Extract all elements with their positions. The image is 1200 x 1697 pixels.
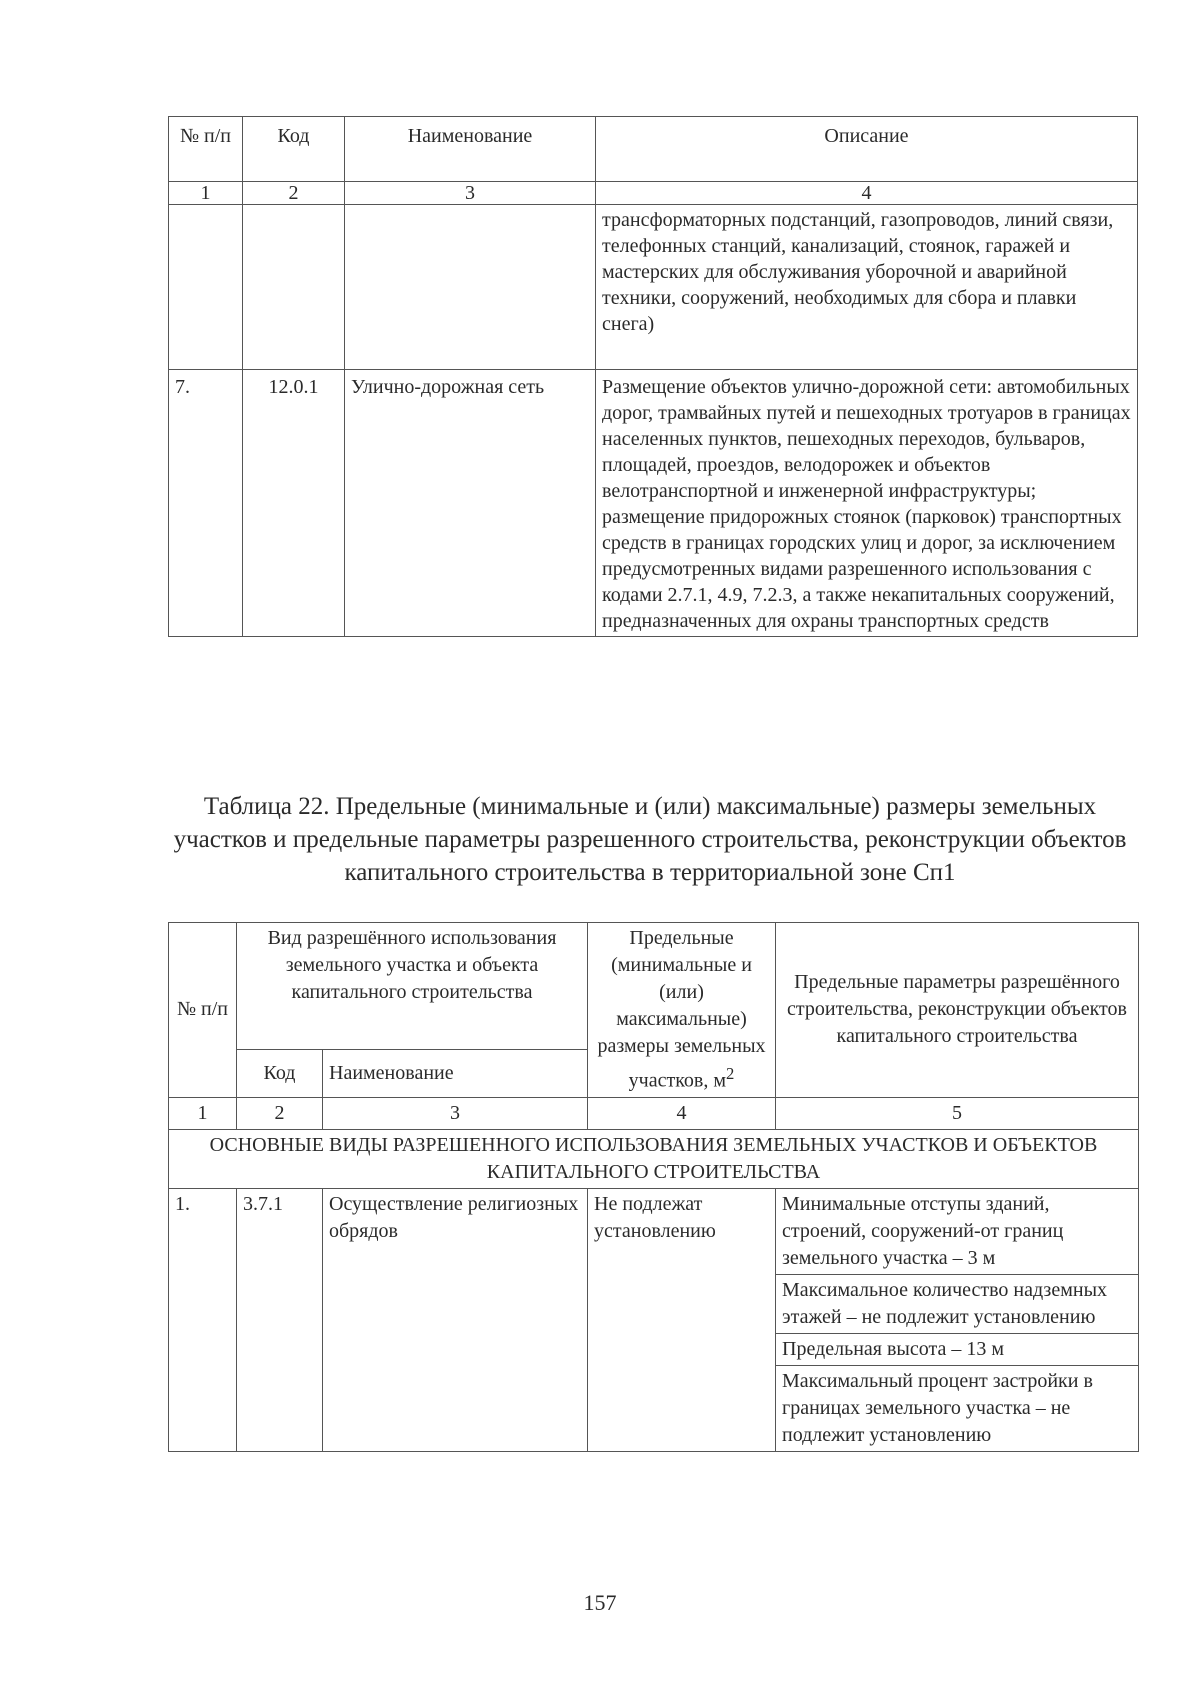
table2-colnum-5: 5 xyxy=(776,1097,1139,1129)
table2-header-plot-sizes-text: Предельные (минимальные и (или) максимальные) размеры земельных участков, м xyxy=(597,927,766,1092)
table2-row1-num: 1. xyxy=(169,1188,237,1451)
page-number: 157 xyxy=(583,1590,617,1615)
table2-header-plot-sizes xyxy=(588,923,776,1098)
table1-colnum-1: 1 xyxy=(169,182,243,205)
table2-row1-size: Не подлежат установлению xyxy=(588,1188,776,1451)
table2-header-row-1 xyxy=(169,923,1139,1050)
table1-cont-code xyxy=(243,205,345,370)
table1-column-numbers-row xyxy=(169,182,1138,205)
table2-row1-param-setbacks: Минимальные отступы зданий, строений, сооружений-от границ земельного участка – 3 м xyxy=(776,1188,1139,1274)
table1-header-row xyxy=(169,117,1138,182)
table22-caption: Таблица 22. Предельные (минимальные и (или) максимальные) размеры земельных участков и предельные параметры разрешенного строительства, реконструкции объектов капитального строительства в территориальной зоне Сп1 xyxy=(173,793,1127,886)
table2-colnum-2: 2 xyxy=(237,1097,323,1129)
table1-header-name: Наименование xyxy=(345,117,596,182)
table2-colnum-4: 4 xyxy=(588,1097,776,1129)
table1-cont-name xyxy=(345,205,596,370)
table2-header-num: № п/п xyxy=(169,923,237,1098)
table1-cont-description: трансформаторных подстанций, газопроводов, линий связи, телефонных станций, канализаций, стоянок, гаражей и мастерских для обслуживания уборочной и аварийной техники, сооружений, необходимых для сбора и плавки снега) xyxy=(596,205,1138,370)
table2-section-title: ОСНОВНЫЕ ВИДЫ РАЗРЕШЕННОГО ИСПОЛЬЗОВАНИЯ ЗЕМЕЛЬНЫХ УЧАСТКОВ И ОБЪЕКТОВ КАПИТАЛЬНОГО СТРОИТЕЛЬСТВА xyxy=(169,1129,1139,1188)
table1-continuation-row xyxy=(169,205,1138,370)
table2-section-row xyxy=(169,1129,1139,1188)
table2-row-1a xyxy=(169,1188,1139,1274)
table2-header-code: Код xyxy=(237,1050,323,1097)
table2-header-permitted-use: Вид разрешённого использования земельного участка и объекта капитального строительства xyxy=(237,923,588,1050)
table2-row1-name: Осуществление религиозных обрядов xyxy=(323,1188,588,1451)
table1-row-7 xyxy=(169,370,1138,637)
table2-header-plot-sizes-sup: 2 xyxy=(726,1064,735,1083)
table2-row1-param-height: Предельная высота – 13 м xyxy=(776,1333,1139,1365)
table2-row1-param-floors: Максимальное количество надземных этажей – не подлежит установлению xyxy=(776,1274,1139,1333)
table1-colnum-3: 3 xyxy=(345,182,596,205)
table1-header-code: Код xyxy=(243,117,345,182)
table1-row7-num: 7. xyxy=(169,370,243,637)
table1-row7-name: Улично-дорожная сеть xyxy=(345,370,596,637)
permitted-use-table-continuation xyxy=(168,116,1138,637)
table2-row1-param-coverage: Максимальный процент застройки в границах земельного участка – не подлежит установлению xyxy=(776,1365,1139,1451)
table1-colnum-2: 2 xyxy=(243,182,345,205)
zone-limits-table xyxy=(168,922,1139,1452)
table2-header-params: Предельные параметры разрешённого строительства, реконструкции объектов капитального строительства xyxy=(776,923,1139,1098)
table2-row1-code: 3.7.1 xyxy=(237,1188,323,1451)
table2-header-name: Наименование xyxy=(323,1050,588,1097)
table2-colnum-1: 1 xyxy=(169,1097,237,1129)
table1-header-num: № п/п xyxy=(169,117,243,182)
table1-row7-code: 12.0.1 xyxy=(243,370,345,637)
table1-cont-num xyxy=(169,205,243,370)
table1-row7-description: Размещение объектов улично-дорожной сети: автомобильных дорог, трамвайных путей и пешеходных тротуаров в границах населенных пунктов, пешеходных переходов, бульваров, площадей, проездов, велодорожек и объектов велотранспортной и инженерной инфраструктуры; размещение придорожных стоянок (парковок) транспортных средств в границах городских улиц и дорог, за исключением предусмотренных видами разрешенного использования с кодами 2.7.1, 4.9, 7.2.3, а также некапитальных сооружений, предназначенных для охраны транспортных средств xyxy=(596,370,1138,637)
table1-header-description: Описание xyxy=(596,117,1138,182)
table1-colnum-4: 4 xyxy=(596,182,1138,205)
table2-column-numbers-row xyxy=(169,1097,1139,1129)
table2-colnum-3: 3 xyxy=(323,1097,588,1129)
